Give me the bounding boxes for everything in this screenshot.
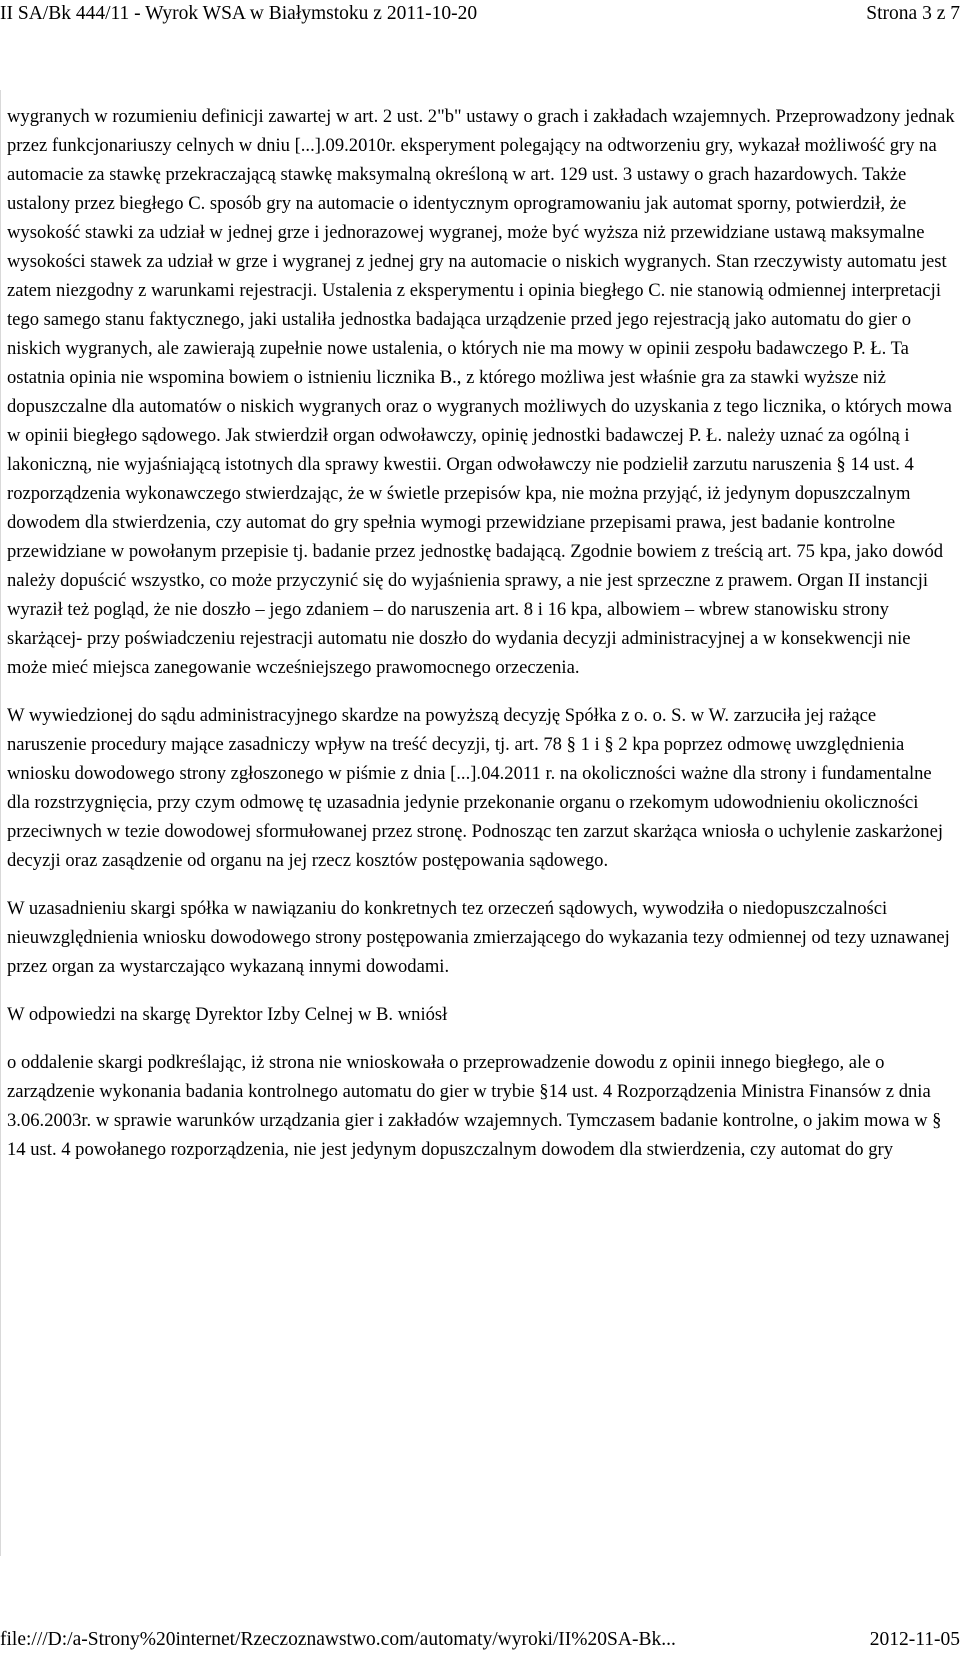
paragraph: W uzasadnieniu skargi spółka w nawiązaniu do konkretnych tez orzeczeń sądowych, wywodziła o niedopuszczalności nieuwzględnienia wniosku dowodowego strony postępowania zmierzającego do wykazania tezy odmiennej od tezy uznawanej przez organ za wystarczająco wykazaną innymi dowodami. bbox=[7, 898, 950, 977]
paragraph: W wywiedzionej do sądu administracyjnego skardze na powyższą decyzję Spółka z o. o. S. w W. zarzuciła jej rażące naruszenie procedury mające zasadniczy wpływ na treść decyzji, tj. art. 78 § 1 i § 2 kpa poprzez odmowę uwzględnienia wniosku dowodowego strony zgłoszonego w piśmie z dnia [...].04.2011 r. na okoliczności ważne dla strony i fundamentalne dla rozstrzygnięcia, przy czym odmowę tę uzasadnia jedynie przekonanie organu o rzekomym udowodnieniu okoliczności przeciwnych w tezie dowodowej sformułowanej przez stronę. Podnosząc ten zarzut skarżąca wniosła o uchylenie zaskarżonej decyzji oraz zasądzenie od organu na jej rzecz kosztów postępowania sądowego. bbox=[7, 705, 944, 871]
paragraph: W odpowiedzi na skargę Dyrektor Izby Celnej w B. wniósł bbox=[7, 1004, 448, 1025]
page-header-title: II SA/Bk 444/11 - Wyrok WSA w Białymstoku z 2011-10-20 bbox=[0, 3, 478, 24]
paragraph: o oddalenie skargi podkreślając, iż strona nie wnioskowała o przeprowadzenie dowodu z opinii innego biegłego, ale o zarządzenie wykonania badania kontrolnego automatu do gier w trybie §14 ust. 4 Rozporządzenia Ministra Finansów z dnia 3.06.2003r. w sprawie warunków urządzania gier i zakładów wzajemnych. Tymczasem badanie kontrolne, o jakim mowa w § 14 ust. 4 powołanego rozporządzenia, nie jest jedynym dopuszczalnym dowodem dla stwierdzenia, czy automat do gry bbox=[7, 1052, 942, 1160]
footer-date: 2012-11-05 bbox=[869, 1629, 960, 1650]
footer-file-path: file:///D:/a-Strony%20internet/Rzeczoznawstwo.com/automaty/wyroki/II%20SA-Bk... bbox=[0, 1629, 676, 1650]
content-border-line bbox=[0, 90, 1, 1556]
page-number: Strona 3 z 7 bbox=[866, 3, 960, 24]
document-body bbox=[7, 102, 955, 1183]
paragraph: wygranych w rozumieniu definicji zawartej w art. 2 ust. 2"b" ustawy o grach i zakładach wzajemnych. Przeprowadzony jednak przez funkcjonariuszy celnych w dniu [...].09.2010r. eksperyment polegający na odtworzeniu gry, wykazał możliwość gry na automacie za stawkę przekraczającą stawkę maksymalną określoną w art. 129 ust. 3 ustawy o grach hazardowych. Także ustalony przez biegłego C. sposób gry na automacie o identycznym oprogramowaniu jak automat sporny, potwierdził, że wysokość stawki za udział w jednej grze i jednorazowej wygranej, może być wyższa niż przewidziane ustawą maksymalne wysokości stawek za udział w grze i wygranej z jednej gry na automacie o niskich wygranych. Stan rzeczywisty automatu jest zatem niezgodny z warunkami rejestracji. Ustalenia z eksperymentu i opinia biegłego C. nie stanowią odmiennej interpretacji tego samego stanu faktycznego, jaki ustaliła jednostka badająca urządzenie przed jego rejestracją jako automatu do gier o niskich wygranych, ale zawierają zupełnie nowe ustalenia, o których nie ma mowy w opinii zespołu badawczego P. Ł. Ta ostatnia opinia nie wspomina bowiem o istnieniu licznika B., z którego możliwa jest właśnie gra za stawki wyższe niż dopuszczalne dla automatów o niskich wygranych oraz o wygranych możliwych do uzyskania z tego licznika, o których mowa w opinii biegłego sądowego. Jak stwierdził organ odwoławczy, opinię jednostki badawczej P. Ł. należy uznać za ogólną i lakoniczną, nie wyjaśniającą istotnych dla sprawy kwestii. Organ odwoławczy nie podzielił zarzutu naruszenia § 14 ust. 4 rozporządzenia wykonawczego stwierdzając, że w świetle przepisów kpa, nie można przyjąć, iż jedynym dopuszczalnym dowodem dla stwierdzenia, czy automat do gry spełnia wymogi przewidziane przepisami prawa, jest badanie kontrolne przewidziane w powołanym przepisie tj. badanie przez jednostkę badającą. Zgodnie bowiem z treścią art. 75 kpa, jako dowód należy dopuścić wszystko, co może przyczynić się do wyjaśnienia sprawy, a nie jest sprzeczne z prawem. Organ II instancji wyraził też pogląd, że nie doszło – jego zdaniem – do naruszenia art. 8 i 16 kpa, albowiem – wbrew stanowisku strony skarżącej- przy poświadczeniu rejestracji automatu nie doszło do wydania decyzji administracyjnej a w konsekwencji nie może mieć miejsca zanegowanie wcześniejszego prawomocnego orzeczenia. bbox=[7, 106, 955, 678]
